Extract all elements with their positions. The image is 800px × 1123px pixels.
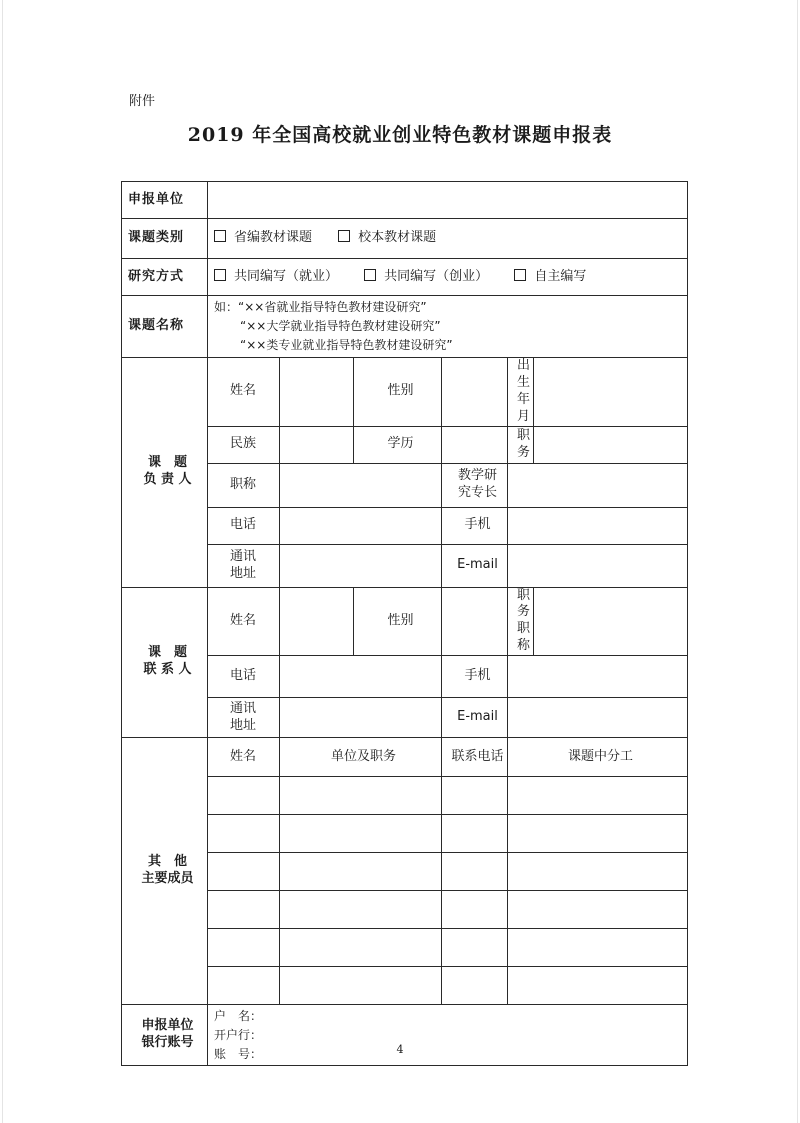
contact-gender-field[interactable] xyxy=(442,587,508,656)
member-phone-field[interactable] xyxy=(442,891,508,929)
member-role-field[interactable] xyxy=(508,891,688,929)
method-option-independent[interactable]: 自主编写 xyxy=(514,269,586,286)
topic-example: 如：“××省就业指导特色教材建设研究” xyxy=(214,300,427,314)
bank-account-number: 账 号： xyxy=(214,1046,263,1061)
members-col-role: 课题中分工 xyxy=(508,738,688,777)
member-name-field[interactable] xyxy=(208,929,280,967)
leader-title-field[interactable] xyxy=(280,463,442,507)
contact-name-label: 姓名 xyxy=(208,587,280,656)
member-role-field[interactable] xyxy=(508,777,688,815)
checkbox-icon[interactable] xyxy=(214,269,226,281)
contact-gender-label: 性别 xyxy=(354,587,442,656)
leader-ethnicity-label: 民族 xyxy=(208,426,280,463)
leader-position-label: 职务 xyxy=(508,426,534,463)
leader-specialty-field[interactable] xyxy=(508,463,688,507)
topic-example: “××大学就业指导特色教材建设研究” xyxy=(240,319,441,333)
contact-address-field[interactable] xyxy=(280,698,442,738)
bank-bank-name: 开户行： xyxy=(214,1027,263,1042)
checkbox-icon[interactable] xyxy=(338,230,350,242)
contact-address-label: 通讯 地址 xyxy=(208,698,280,738)
unit-label: 申报单位 xyxy=(122,182,208,219)
bank-field[interactable] xyxy=(208,1005,688,1066)
member-name-field[interactable] xyxy=(208,815,280,853)
bank-label: 申报单位 银行账号 xyxy=(122,1005,208,1066)
leader-ethnicity-field[interactable] xyxy=(280,426,354,463)
leader-title-label: 职称 xyxy=(208,463,280,507)
member-name-field[interactable] xyxy=(208,967,280,1005)
bank-account-name: 户 名： xyxy=(214,1008,263,1023)
page-number: 4 xyxy=(396,1043,404,1056)
leader-phone-field[interactable] xyxy=(280,507,442,544)
checkbox-icon[interactable] xyxy=(364,269,376,281)
contact-group-label: 课 题 联 系 人 xyxy=(122,587,208,738)
members-col-unit: 单位及职务 xyxy=(280,738,442,777)
leader-name-label: 姓名 xyxy=(208,358,280,427)
leader-address-label: 通讯 地址 xyxy=(208,544,280,587)
member-unit-field[interactable] xyxy=(280,815,442,853)
category-option-school[interactable]: 校本教材课题 xyxy=(338,230,436,247)
member-unit-field[interactable] xyxy=(280,853,442,891)
contact-mobile-field[interactable] xyxy=(508,656,688,698)
unit-row xyxy=(122,182,688,219)
contact-email-field[interactable] xyxy=(508,698,688,738)
leader-email-label: E-mail xyxy=(442,544,508,587)
member-unit-field[interactable] xyxy=(280,891,442,929)
leader-birth-field[interactable] xyxy=(534,358,688,427)
member-phone-field[interactable] xyxy=(442,929,508,967)
members-header-row xyxy=(122,738,688,777)
member-phone-field[interactable] xyxy=(442,777,508,815)
leader-row-1 xyxy=(122,358,688,427)
topic-field[interactable] xyxy=(208,296,688,358)
member-name-field[interactable] xyxy=(208,777,280,815)
method-option-employment[interactable]: 共同编写（就业） xyxy=(214,269,338,286)
member-unit-field[interactable] xyxy=(280,967,442,1005)
leader-specialty-label: 教学研 究专长 xyxy=(442,463,508,507)
application-form-table xyxy=(121,181,688,1066)
member-phone-field[interactable] xyxy=(442,967,508,1005)
member-phone-field[interactable] xyxy=(442,853,508,891)
members-col-phone: 联系电话 xyxy=(442,738,508,777)
member-unit-field[interactable] xyxy=(280,777,442,815)
leader-phone-label: 电话 xyxy=(208,507,280,544)
attachment-label: 附件 xyxy=(129,94,156,109)
topic-label: 课题名称 xyxy=(122,296,208,358)
contact-email-label: E-mail xyxy=(442,698,508,738)
member-role-field[interactable] xyxy=(508,815,688,853)
contact-position-field[interactable] xyxy=(534,587,688,656)
leader-mobile-field[interactable] xyxy=(508,507,688,544)
member-name-field[interactable] xyxy=(208,891,280,929)
checkbox-icon[interactable] xyxy=(514,269,526,281)
contact-position-label: 职务 职称 xyxy=(508,587,534,656)
contact-mobile-label: 手机 xyxy=(442,656,508,698)
leader-address-field[interactable] xyxy=(280,544,442,587)
contact-row-1 xyxy=(122,587,688,656)
member-unit-field[interactable] xyxy=(280,929,442,967)
leader-group-label: 课 题 负 责 人 xyxy=(122,358,208,588)
leader-mobile-label: 手机 xyxy=(442,507,508,544)
contact-phone-field[interactable] xyxy=(280,656,442,698)
topic-row xyxy=(122,296,688,358)
category-row xyxy=(122,219,688,259)
member-phone-field[interactable] xyxy=(442,815,508,853)
leader-email-field[interactable] xyxy=(508,544,688,587)
page-title: 2019 年全国高校就业创业特色教材课题申报表 xyxy=(187,124,613,146)
leader-birth-label: 出生 年月 xyxy=(508,358,534,427)
method-options xyxy=(208,259,688,296)
contact-name-field[interactable] xyxy=(280,587,354,656)
leader-gender-label: 性别 xyxy=(354,358,442,427)
checkbox-icon[interactable] xyxy=(214,230,226,242)
method-row xyxy=(122,259,688,296)
member-role-field[interactable] xyxy=(508,929,688,967)
method-label: 研究方式 xyxy=(122,259,208,296)
leader-education-label: 学历 xyxy=(354,426,442,463)
member-role-field[interactable] xyxy=(508,853,688,891)
leader-gender-field[interactable] xyxy=(442,358,508,427)
category-option-provincial[interactable]: 省编教材课题 xyxy=(214,230,312,247)
contact-phone-label: 电话 xyxy=(208,656,280,698)
bank-row xyxy=(122,1005,688,1066)
unit-field[interactable] xyxy=(208,182,688,219)
category-label: 课题类别 xyxy=(122,219,208,259)
method-option-entrepreneurship[interactable]: 共同编写（创业） xyxy=(364,269,488,286)
topic-example: “××类专业就业指导特色教材建设研究” xyxy=(240,338,453,352)
category-options xyxy=(208,219,688,259)
member-name-field[interactable] xyxy=(208,853,280,891)
member-role-field[interactable] xyxy=(508,967,688,1005)
members-col-name: 姓名 xyxy=(208,738,280,777)
leader-position-field[interactable] xyxy=(534,426,688,463)
leader-education-field[interactable] xyxy=(442,426,508,463)
members-group-label: 其 他 主要成员 xyxy=(122,738,208,1005)
leader-name-field[interactable] xyxy=(280,358,354,427)
